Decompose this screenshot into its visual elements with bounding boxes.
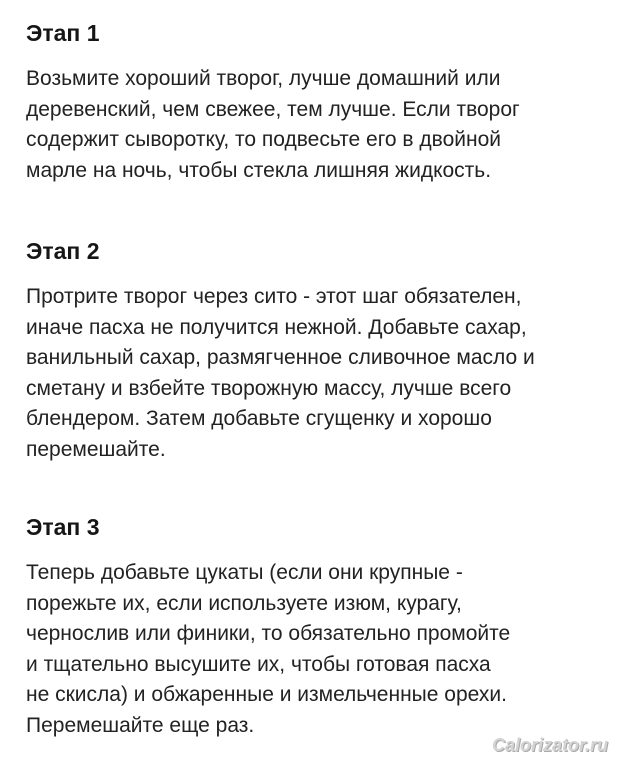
step-3-line: Перемешайте еще раз. (26, 713, 255, 737)
step-2-title: Этап 2 (26, 238, 100, 264)
step-1-title: Этап 1 (26, 20, 100, 46)
step-2-line: иначе пасха не получится нежной. Добавьте сахар, (26, 315, 527, 339)
step-2-line: Протрите творог через сито - этот шаг обязателен, (26, 285, 522, 308)
step-1-text (26, 64, 606, 186)
step-3-line: не скисла) и обжаренные и измельченные орехи. (26, 683, 507, 707)
step-3-text (26, 558, 606, 742)
step-2-line: блендером. Затем добавьте сгущенку и хорошо (26, 407, 492, 431)
step-2-line: сметану и взбейте творожную массу, лучше всего (26, 376, 512, 400)
step-1-line: деревенский, чем свежее, тем лучше. Если творог (26, 97, 520, 121)
step-3-line: чернослив или финики, то обязательно промойте (26, 622, 511, 646)
step-3-title: Этап 3 (26, 514, 100, 540)
step-1-line: содержит сыворотку, то подвесьте его в двойной (26, 128, 502, 152)
step-1-line: Возьмите хороший творог, лучше домашний или (26, 67, 501, 90)
step-2-line: ванильный сахар, размягченное сливочное масло и (26, 346, 535, 370)
step-3-line: порежьте их, если используете изюм, курагу, (26, 591, 462, 615)
step-1-line: марле на ночь, чтобы стекла лишняя жидкость. (26, 158, 492, 182)
watermark: Calorizator.ru (491, 735, 608, 755)
step-2-text (26, 282, 606, 466)
step-2-line: перемешайте. (26, 437, 166, 461)
step-3-line: Теперь добавьте цукаты (если они крупные - (26, 561, 463, 584)
step-3-line: и тщательно высушите их, чтобы готовая пасха (26, 652, 491, 676)
